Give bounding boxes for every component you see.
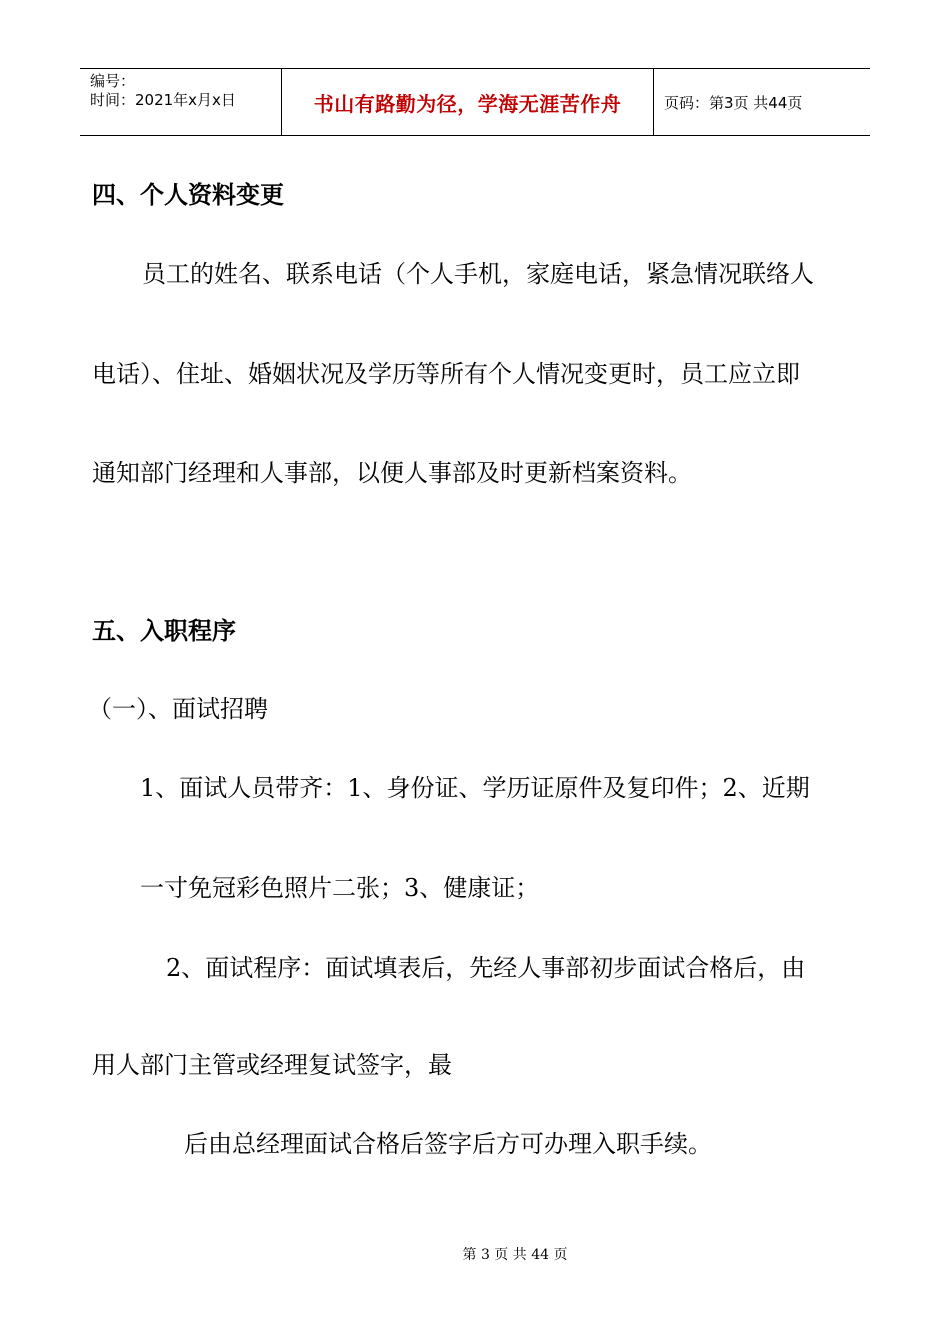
page-footer: 第 3 页 共 44 页 xyxy=(462,1247,568,1263)
section5-line-2: 一寸免冠彩色照片二张；3、健康证； xyxy=(140,874,540,902)
section5-line-5: 后由总经理面试合格后签字后方可办理入职手续。 xyxy=(184,1130,712,1158)
section5-line-4: 用人部门主管或经理复试签字，最 xyxy=(92,1051,452,1079)
header-motto-cell xyxy=(282,69,654,135)
document-header xyxy=(80,68,870,136)
section4-paragraph-line-3: 通知部门经理和人事部，以便人事部及时更新档案资料。 xyxy=(92,459,692,487)
header-number-label: 编号： xyxy=(90,72,136,90)
header-time-label: 时间：2021年x月x日 xyxy=(90,91,236,109)
section5-title: 五、入职程序 xyxy=(92,617,236,645)
header-left-cell xyxy=(80,69,282,135)
section4-paragraph-line-2: 电话）、住址、婚姻状况及学历等所有个人情况变更时，员工应立即 xyxy=(92,360,800,388)
section5-line-1: 1、面试人员带齐：1、身份证、学历证原件及复印件；2、近期 xyxy=(140,774,810,802)
header-right-cell xyxy=(654,69,870,135)
section5-line-3: 2、面试程序：面试填表后，先经人事部初步面试合格后，由 xyxy=(166,954,806,982)
header-motto: 书山有路勤为径，学海无涯苦作舟 xyxy=(313,91,622,116)
section5-subtitle: （一）、面试招聘 xyxy=(88,695,268,723)
section4-title: 四、个人资料变更 xyxy=(92,181,284,209)
section4-paragraph-line-1: 员工的姓名、联系电话（个人手机，家庭电话，紧急情况联络人 xyxy=(142,260,814,288)
header-page-label: 页码：第3页 共44页 xyxy=(664,93,803,112)
